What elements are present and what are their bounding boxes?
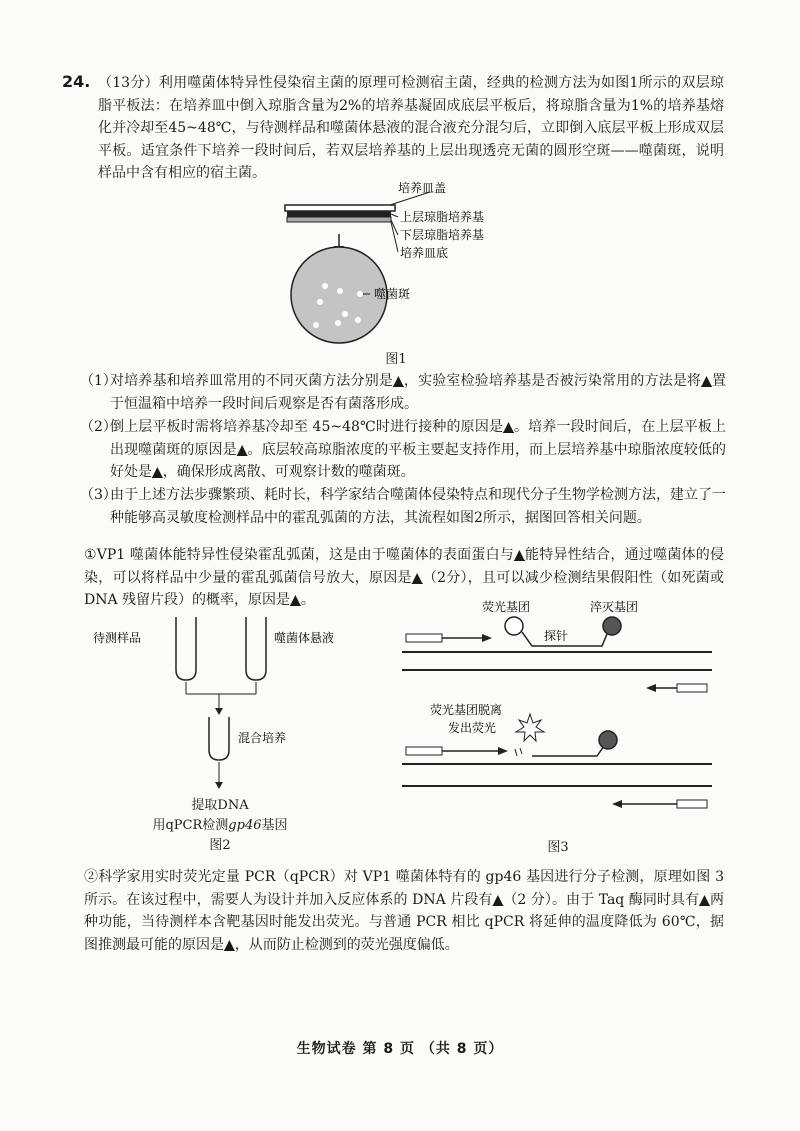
label-quencher: 淬灭基团	[590, 600, 639, 614]
tube-sample	[176, 617, 196, 680]
answer-blank[interactable]: ▲	[236, 441, 248, 458]
figure-2-text: 提取DNA 用qPCR检测gp46基因 图2	[130, 796, 310, 856]
page-footer: 生物试卷 第 8 页 （共 8 页）	[296, 1041, 504, 1057]
fluorophore	[505, 617, 523, 635]
answer-blank[interactable]: ▲	[411, 569, 423, 586]
plaque	[357, 291, 363, 297]
figure-1	[270, 176, 530, 371]
plaque	[313, 322, 319, 328]
gene-name: gp46	[228, 818, 262, 833]
label-mix: 混合培养	[238, 731, 287, 745]
answer-blank[interactable]: ▲	[152, 464, 163, 480]
plaque	[355, 317, 361, 323]
label-lid: 培养皿盖	[398, 181, 447, 195]
quencher	[603, 617, 621, 635]
sub-question-2: （2） 倒上层平板时需将培养基冷却至 45~48℃时进行接种的原因是▲。培养一段时间后，在上层平板上出现噬菌斑的原因是▲。底层较高琼脂浓度的平板主要起支持作用，而上层培养基中琼脂浓度较低的好处是▲，确保形成离散、可观察计数的噬菌斑。	[80, 419, 726, 480]
plaque	[337, 288, 343, 294]
tube-phage	[246, 617, 266, 680]
figure-2-caption: 图2	[209, 838, 231, 853]
plaque	[335, 320, 341, 326]
label-phage: 噬菌体悬液	[274, 631, 335, 645]
lower-agar-layer	[287, 217, 391, 222]
label-emit: 发出荧光	[448, 721, 497, 735]
answer-blank[interactable]: ▲	[224, 936, 235, 953]
fluorescence-burst	[516, 714, 544, 741]
plaque	[322, 283, 328, 289]
label-probe: 探针	[544, 629, 569, 643]
label-dish: 培养皿底	[400, 246, 449, 260]
answer-blank[interactable]: ▲	[290, 592, 301, 608]
question-intro: （13分）利用噬菌体特异性侵染宿主菌的原理可检测宿主菌，经典的检测方法为如图1所示的双层琼脂平板法：在培养皿中倒入琼脂含量为2%的培养基凝固成底层平板后，将琼脂含量为1%的培养基熔化并冷却至45~48℃，与待测样品和噬菌体悬液的混合液充分混匀后，立即倒入底层平板上形成双层平板。适宜条件下培养一段时间后，若双层培养基的上层出现透亮无菌的圆形空斑——噬菌斑，说明样品中含有相应的宿主菌。	[98, 75, 724, 181]
figure-3	[392, 596, 722, 836]
answer-blank[interactable]: ▲	[699, 891, 710, 908]
label-release: 荧光基团脱离	[430, 703, 503, 717]
sub-question-3: （3） 由于上述方法步骤繁琐、耗时长，科学家结合噬菌体侵染特点和现代分子生物学检测方法，建立了一种能够高灵敏度检测样品中的霍乱弧菌的方法，其流程如图2所示，据图回答相关问题。	[80, 487, 726, 526]
upper-agar-layer	[287, 211, 391, 217]
label-plaque: 噬菌斑	[374, 287, 411, 301]
label-fluor: 荧光基团	[482, 600, 531, 614]
label-upper-agar: 上层琼脂培养基	[400, 210, 485, 224]
answer-blank[interactable]: ▲	[393, 373, 404, 389]
figure-3-caption: 图3	[547, 840, 569, 855]
answer-blank[interactable]: ▲	[492, 891, 504, 908]
tube-mix	[209, 717, 229, 760]
quencher	[599, 731, 617, 749]
answer-blank[interactable]: ▲	[701, 373, 712, 389]
label-sample: 待测样品	[93, 631, 142, 645]
plaque	[342, 311, 348, 317]
item-1: ①VP1 噬菌体能特异性侵染霍乱弧菌，这是由于噬菌体的表面蛋白与▲能特异性结合，通过噬菌体的侵染，可以将样品中少量的霍乱弧菌信号放大，原因是▲（2分），且可以减少检测结果假阳性（如死菌或 DNA 残留片段）的概率，原因是▲。	[84, 547, 725, 608]
answer-blank[interactable]: ▲	[503, 419, 515, 435]
sub-question-1: （1） 对培养基和培养皿常用的不同灭菌方法分别是▲，实验室检验培养基是否被污染常用的方法是将▲置于恒温箱中培养一段时间后观察是否有菌落形成。	[80, 373, 726, 412]
petri-dish-top-view	[291, 247, 387, 343]
question-number: 24.	[62, 72, 91, 91]
plaque	[317, 299, 323, 305]
item-2: ②科学家用实时荧光定量 PCR（qPCR）对 VP1 噬菌体特有的 gp46 基因进行分子检测，原理如图 3 所示。在该过程中，需要人为设计并加入反应体系的 DNA 片段有▲（2 分）。由于 Taq 酶同时具有▲两种功能，当待测样本含靶基因时能发出荧光。与普通 PCR 相比 qPCR 将延伸的温度降低为 60℃，据图推测最可能的原因是▲，从而防止检测到的荧光强度偏低。	[84, 869, 724, 953]
dish-lid	[285, 205, 395, 211]
answer-blank[interactable]: ▲	[514, 547, 526, 563]
figure-1-caption: 图1	[385, 352, 407, 367]
label-extract: 提取DNA	[191, 798, 249, 813]
label-lower-agar: 下层琼脂培养基	[400, 228, 485, 242]
